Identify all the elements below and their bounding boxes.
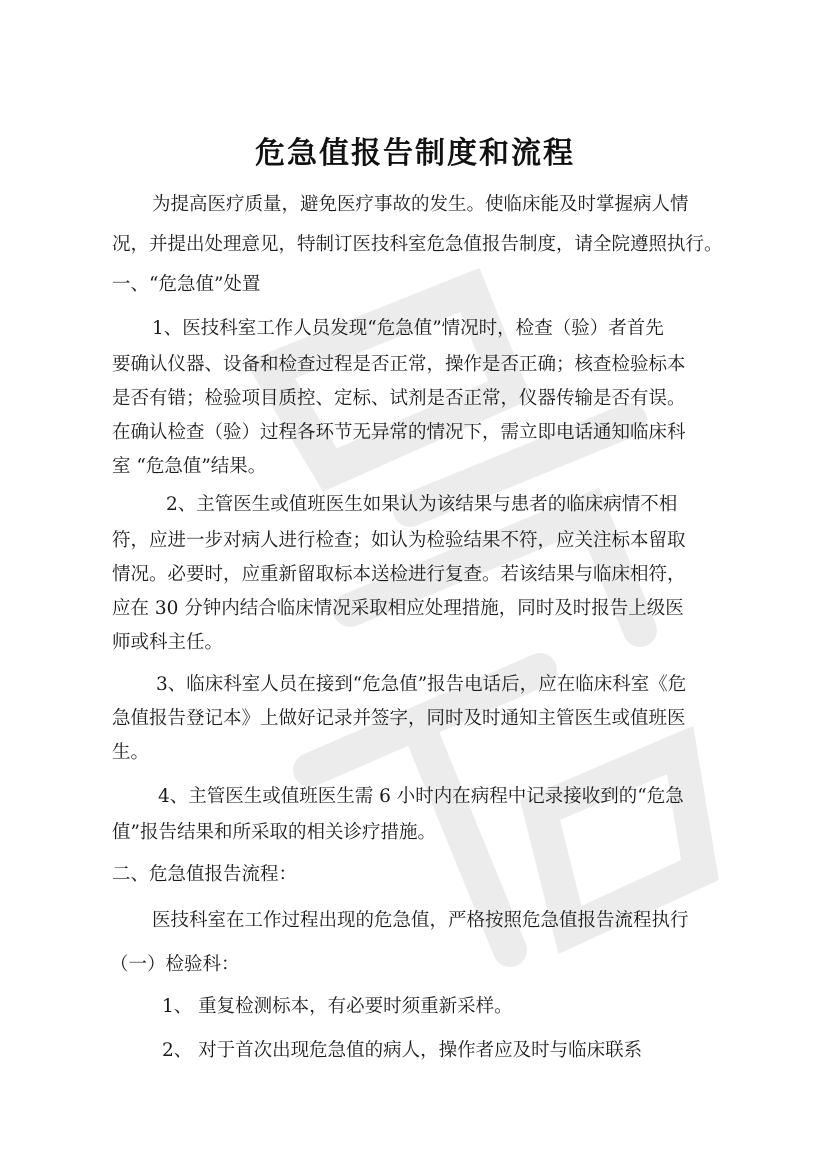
intro-line-1: 为提高医疗质量，避免医疗事故的发生。使临床能及时掌握病人情 [152, 194, 689, 215]
item-4-line-2: 值”报告结果和所采取的相关诊疗措施。 [112, 822, 436, 843]
page-title: 危急值报告制度和流程 [255, 136, 575, 171]
item-3-line-3: 生。 [112, 742, 150, 763]
item-2-line-1: 2、主管医生或值班医生如果认为该结果与患者的临床病情不相 [166, 494, 678, 515]
section-heading-2: 二、危急值报告流程： [112, 864, 298, 885]
item-2-line-4: 应在 30 分钟内结合临床情况采取相应处理措施，同时及时报告上级医 [112, 598, 684, 619]
item-1-line-3: 是否有错；检验项目质控、定标、试剂是否正常，仪器传输是否有误。 [112, 388, 686, 409]
item-1-line-4: 在确认检查（验）过程各环节无异常的情况下，需立即电话通知临床科 [112, 422, 686, 443]
lab-step-1: 1、 重复检测标本，有必要时须重新采样。 [162, 996, 513, 1017]
item-1-line-1: 1、医技科室工作人员发现“危急值”情况时，检查（验）者首先 [152, 318, 664, 339]
item-1-line-5: 室 “危急值”结果。 [112, 456, 267, 477]
item-2-line-5: 师或科主任。 [112, 632, 224, 653]
item-2-line-3: 情况。必要时，应重新留取标本送检进行复查。若该结果与临床相符， [112, 564, 686, 585]
item-3-line-1: 3、临床科室人员在接到“危急值”报告电话后，应在临床科室《危 [156, 674, 687, 695]
intro-line-2: 况，并提出处理意见，特制订医技科室危急值报告制度，请全院遵照执行。 [112, 234, 723, 255]
subsection-heading-lab: （一）检验科： [110, 954, 240, 975]
item-3-line-2: 急值报告登记本》上做好记录并签字，同时及时通知主管医生或值班医 [112, 708, 686, 729]
item-4-line-1: 4、主管医生或值班医生需 6 小时内在病程中记录接收到的“危急 [158, 786, 684, 807]
section-heading-1: 一、“危急值”处置 [112, 274, 261, 295]
item-1-line-2: 要确认仪器、设备和检查过程是否正常，操作是否正确；核查检验标本 [112, 354, 686, 375]
item-2-line-2: 符，应进一步对病人进行检查；如认为检验结果不符，应关注标本留取 [112, 530, 686, 551]
lab-step-2: 2、 对于首次出现危急值的病人，操作者应及时与临床联系 [162, 1040, 643, 1061]
process-intro-line: 医技科室在工作过程出现的危急值，严格按照危急值报告流程执行 [152, 910, 689, 931]
